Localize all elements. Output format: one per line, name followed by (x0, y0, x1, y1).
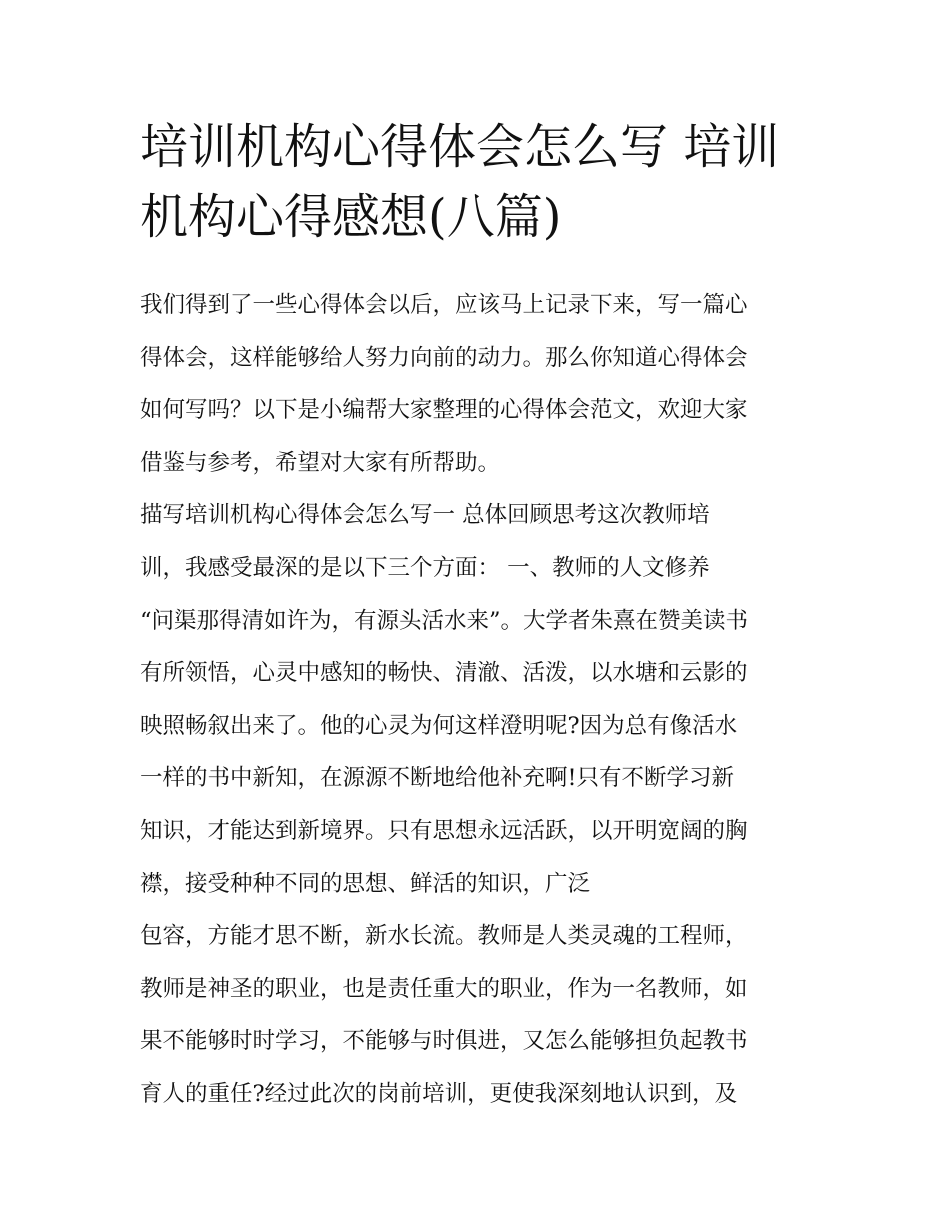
text-line: 映照畅叙出来了。他的心灵为何这样澄明呢?因为总有像活水 (140, 712, 738, 739)
text-line: 描写培训机构心得体会怎么写一 总体回顾思考这次教师培 (140, 502, 710, 529)
text-line: 襟，接受种种不同的思想、鲜活的知识，广泛 (140, 870, 591, 897)
text-line: 有所领悟，心灵中感知的畅快、清澈、活泼，以水塘和云影的 (140, 660, 748, 687)
text-line: 育人的重任?经过此次的岗前培训，更使我深刻地认识到，及 (140, 1080, 738, 1107)
text-line: 一样的书中新知，在源源不断地给他补充啊!只有不断学习新 (140, 765, 735, 792)
title-line: 培训机构心得体会怎么写 培训 (140, 119, 780, 175)
text-line: 教师是神圣的职业，也是责任重大的职业，作为一名教师，如 (140, 975, 748, 1002)
text-line: “问渠那得清如许为，有源头活水来”。大学者朱熹在赞美读书 (140, 607, 749, 634)
text-line: 包容，方能才思不断，新水长流。教师是人类灵魂的工程师， (140, 923, 748, 950)
text-line: 训，我感受最深的是以下三个方面： 一、教师的人文修养 (140, 554, 710, 581)
document-title (140, 112, 820, 252)
text-line: 知识，才能达到新境界。只有思想永远活跃，以开明宽阔的胸 (140, 817, 748, 844)
text-line: 得体会，这样能够给人努力向前的动力。那么你知道心得体会 (140, 344, 748, 371)
text-line: 果不能够时时学习，不能够与时俱进，又怎么能够担负起教书 (140, 1028, 748, 1055)
text-line: 如何写吗？以下是小编帮大家整理的心得体会范文，欢迎大家 (140, 397, 748, 424)
text-line: 借鉴与参考，希望对大家有所帮助。 (140, 449, 501, 476)
title-line: 机构心得感想(八篇) (140, 189, 562, 245)
text-line: 我们得到了一些心得体会以后，应该马上记录下来，写一篇心 (140, 292, 748, 318)
document-body (140, 279, 830, 1121)
